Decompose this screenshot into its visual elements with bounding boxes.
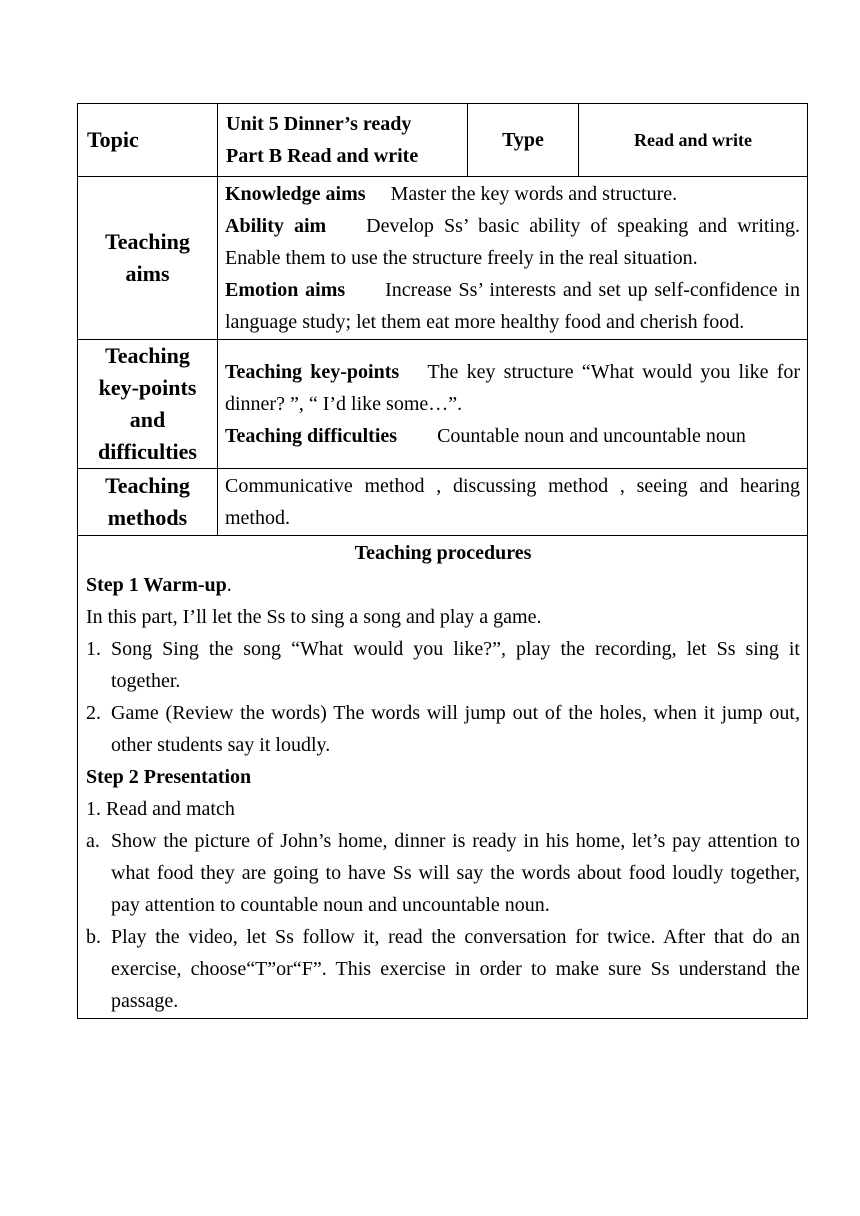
step1-item-text: Game (Review the words) The words will jump out of the holes, when it jump out, other students say it loudly. — [111, 702, 800, 756]
step2-item-text: Show the picture of John’s home, dinner is ready in his home, let’s pay attention to what food they are going to have Ss will say the words about food loudly together, pay attention to countable noun and uncountable noun. — [111, 830, 800, 916]
type-label: Type — [468, 104, 579, 177]
keypoints-content — [218, 340, 808, 469]
knowledge-aims-text: Master the key words and structure. — [390, 183, 678, 205]
step1-period: . — [226, 574, 232, 596]
step1-item-number: 2. — [86, 702, 101, 724]
knowledge-aims — [225, 178, 800, 210]
procedures-title: Teaching procedures — [354, 542, 532, 564]
step1-heading — [86, 569, 800, 601]
procedures-row — [78, 536, 808, 1019]
ability-aim-label: Ability aim — [225, 215, 327, 237]
aims-label — [78, 177, 218, 340]
step1-item — [86, 633, 800, 697]
unit-line-2: Part B Read and write — [226, 145, 419, 167]
knowledge-aims-label: Knowledge aims — [225, 183, 366, 205]
keypoints-label-line-4: difficulties — [98, 439, 197, 464]
methods-label-line-2: methods — [107, 505, 188, 530]
step2-item — [86, 825, 800, 921]
step2-item — [86, 921, 800, 1017]
step2-item-letter: b. — [86, 926, 101, 948]
step2-heading — [86, 761, 800, 793]
step1-intro: In this part, I’ll let the Ss to sing a song and play a game. — [86, 606, 542, 628]
step2-item-text: Play the video, let Ss follow it, read the conversation for twice. After that do an exercise, choose“T”or“F”. This exercise in order to make sure Ss understand the passage. — [111, 926, 800, 1012]
type-value: Read and write — [579, 104, 808, 177]
methods-row — [78, 469, 808, 536]
aims-row — [78, 177, 808, 340]
step1-item-text: Song Sing the song “What would you like?”, play the recording, let Ss sing it together. — [111, 638, 800, 692]
methods-content: Communicative method , discussing method , seeing and hearing method. — [218, 469, 808, 536]
teaching-difficulties-text: Countable noun and uncountable noun — [437, 425, 746, 447]
keypoints-label-line-1: Teaching — [105, 343, 190, 368]
step1-item-number: 1. — [86, 638, 101, 660]
teaching-difficulties — [225, 420, 800, 452]
keypoints-label-line-2: key-points — [98, 375, 197, 400]
keypoints-label — [78, 340, 218, 469]
emotion-aims-label: Emotion aims — [225, 279, 346, 301]
step1-item — [86, 697, 800, 761]
step1-title: Step 1 Warm-up — [86, 574, 227, 596]
teaching-keypoints-label: Teaching key-points — [225, 361, 400, 383]
unit-title — [218, 104, 468, 177]
aims-content — [218, 177, 808, 340]
methods-label-line-1: Teaching — [105, 473, 190, 498]
unit-line-1: Unit 5 Dinner’s ready — [226, 113, 412, 135]
lesson-plan-table — [77, 103, 808, 1019]
topic-row — [78, 104, 808, 177]
aims-label-line-2: aims — [125, 261, 170, 286]
topic-label: Topic — [78, 104, 218, 177]
keypoints-row — [78, 340, 808, 469]
keypoints-label-line-3: and — [129, 407, 166, 432]
step2-item-letter: a. — [86, 830, 100, 852]
aims-label-line-1: Teaching — [105, 229, 190, 254]
step2-subheading: 1. Read and match — [86, 798, 235, 820]
ability-aim-text: Develop Ss’ basic ability of speaking and writing. Enable them to use the structure freely in the real situation. — [225, 215, 800, 269]
teaching-keypoints — [225, 356, 800, 420]
emotion-aims — [225, 274, 800, 338]
methods-label — [78, 469, 218, 536]
emotion-aims-text: Increase Ss’ interests and set up self-confidence in language study; let them eat more healthy food and cherish food. — [225, 279, 800, 333]
procedures-content — [78, 536, 808, 1019]
step2-title: Step 2 Presentation — [86, 766, 252, 788]
teaching-keypoints-text: The key structure “What would you like for dinner? ”, “ I’d like some…”. — [225, 361, 801, 415]
ability-aim — [225, 210, 800, 274]
teaching-difficulties-label: Teaching difficulties — [225, 425, 398, 447]
